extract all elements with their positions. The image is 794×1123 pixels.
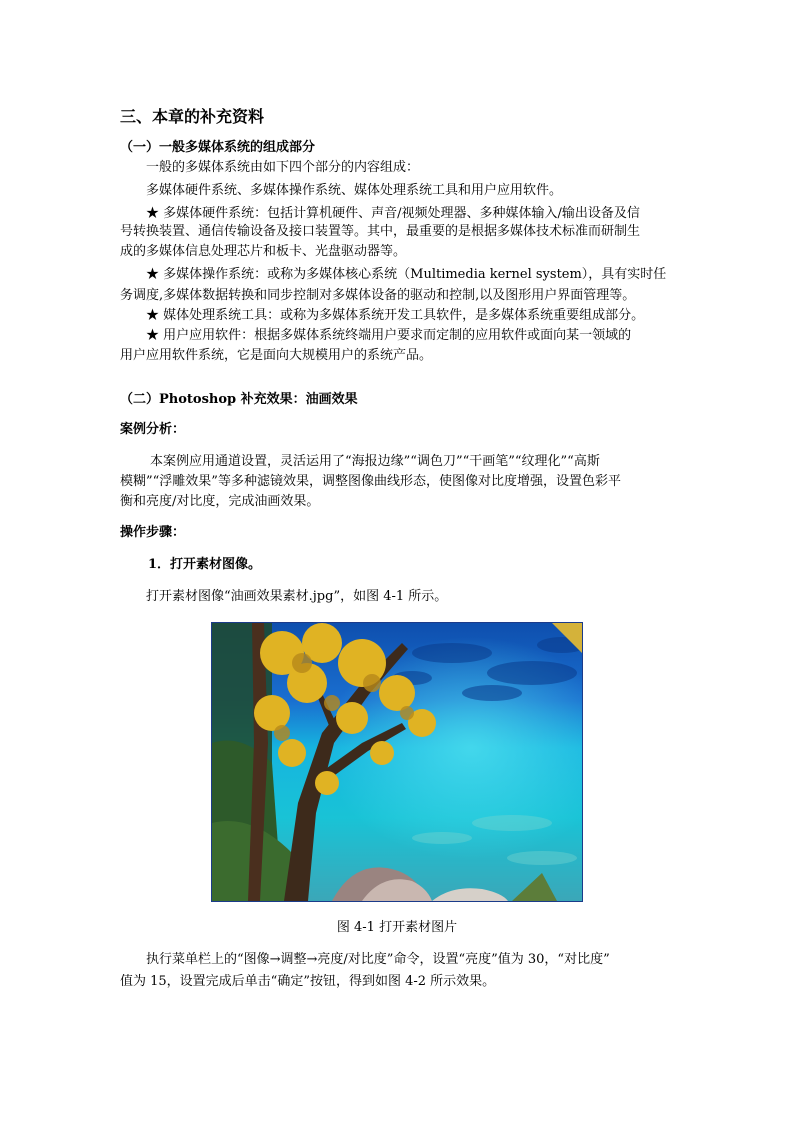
tools-item-line-1: ★ 媒体处理系统工具：或称为多媒体系统开发工具软件，是多媒体系统重要组成部分。: [146, 308, 645, 323]
apps-item-line-2: 用户应用软件系统，它是面向大规模用户的系统产品。: [120, 348, 433, 363]
os-item-line-1: ★ 多媒体操作系统：或称为多媒体核心系统（Multimedia kernel system），具有实时任: [146, 267, 667, 282]
part2-heading: （二）Photoshop 补充效果：油画效果: [120, 392, 358, 407]
step1-after-line-1: 执行菜单栏上的“图像→调整→亮度/对比度”命令，设置“亮度”值为 30，“对比度”: [146, 952, 610, 967]
step1-after-line-2: 值为 15，设置完成后单击“确定”按钮，得到如图 4-2 所示效果。: [120, 974, 496, 989]
steps-heading: 操作步骤：: [120, 525, 186, 540]
section-title: 三、本章的补充资料: [120, 107, 265, 126]
step1-heading: 1．打开素材图像。: [148, 557, 262, 572]
os-item-line-2: 务调度,多媒体数据转换和同步控制对多媒体设备的驱动和控制,以及图形用户界面管理等。: [120, 288, 636, 303]
figure-4-1-image: [211, 622, 583, 902]
step1-text: 打开素材图像“油画效果素材.jpg”，如图 4-1 所示。: [146, 589, 448, 604]
analysis-line-3: 衡和亮度/对比度，完成油画效果。: [120, 494, 320, 509]
analysis-line-2: 模糊”“浮雕效果”等多种滤镜效果，调整图像曲线形态，使图像对比度增强，设置色彩平: [120, 474, 621, 489]
figure-caption: 图 4-1 打开素材图片: [336, 920, 458, 935]
hardware-item-line-2: 号转换装置、通信传输设备及接口装置等。其中，最重要的是根据多媒体技术标准而研制生: [120, 224, 641, 239]
hardware-item-line-1: ★ 多媒体硬件系统：包括计算机硬件、声音/视频处理器、多种媒体输入/输出设备及信: [146, 206, 640, 221]
analysis-heading: 案例分析：: [120, 422, 186, 437]
analysis-line-1: 本案例应用通道设置，灵活运用了“海报边缘”“调色刀”“干画笔”“纹理化”“高斯: [150, 454, 600, 469]
part1-intro-line-1: 一般的多媒体系统由如下四个部分的内容组成：: [146, 160, 420, 175]
part1-heading: （一）一般多媒体系统的组成部分: [120, 140, 316, 155]
apps-item-line-1: ★ 用户应用软件：根据多媒体系统终端用户要求而定制的应用软件或面向某一领域的: [146, 328, 632, 343]
lake-tree-photo: [212, 623, 582, 901]
part1-intro-line-2: 多媒体硬件系统、多媒体操作系统、媒体处理系统工具和用户应用软件。: [146, 183, 563, 198]
hardware-item-line-3: 成的多媒体信息处理芯片和板卡、光盘驱动器等。: [120, 244, 407, 259]
